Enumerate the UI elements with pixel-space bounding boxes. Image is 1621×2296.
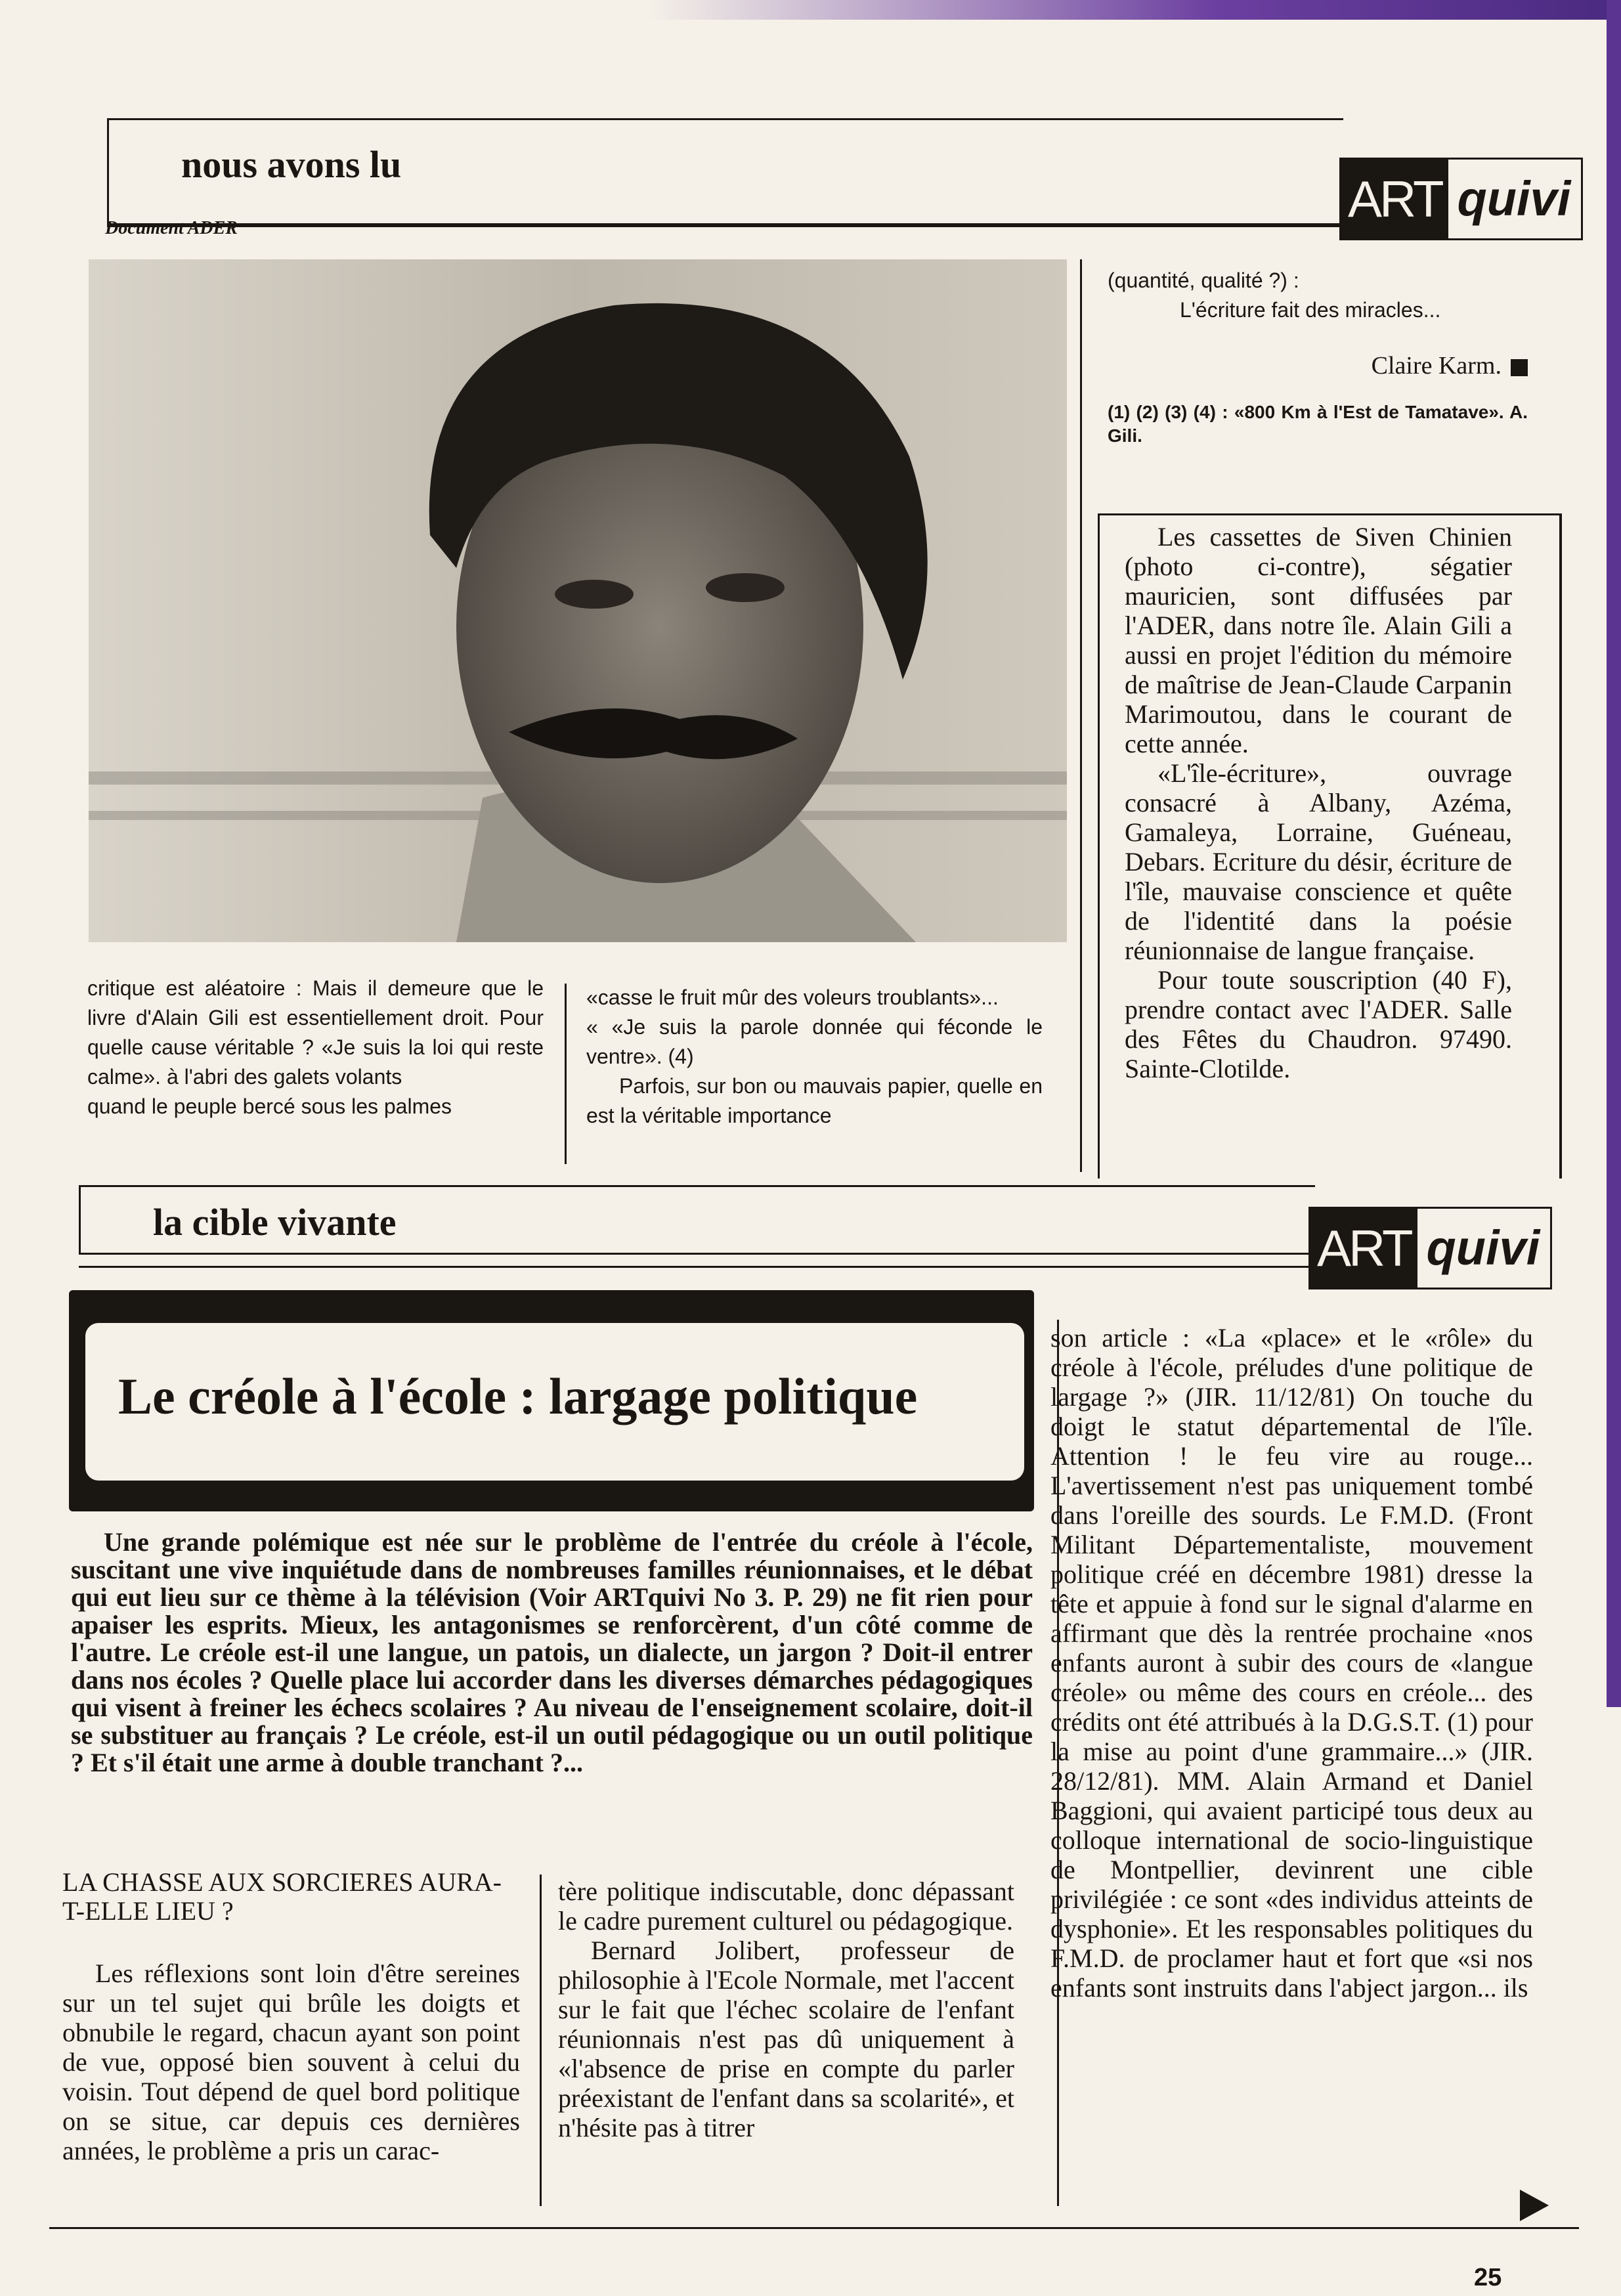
paragraph: quand le peuple bercé sous les palmes <box>87 1094 452 1118</box>
footnote: (1) (2) (3) (4) : «800 Km à l'Est de Tamatave». A. Gili. <box>1108 402 1528 446</box>
section-header-nous-avons-lu <box>107 118 1343 227</box>
section-title: la cible vivante <box>153 1201 397 1244</box>
paragraph: Parfois, sur bon ou mauvais papier, quelle en est la véritable importance <box>586 1074 1043 1127</box>
section-header-underline <box>79 1266 1313 1268</box>
article-column-1 <box>62 1868 520 2165</box>
portrait-photo-icon <box>89 259 1067 942</box>
photo-credit: Document ADER <box>105 218 238 238</box>
paragraph: tère politique indiscutable, donc dépassant le cadre purement culturel ou pédagogique. <box>558 1876 1014 1936</box>
text-line: (quantité, qualité ?) : <box>1108 269 1299 292</box>
section-header-la-cible-vivante <box>79 1185 1315 1255</box>
article-column-2 <box>558 1876 1014 2142</box>
footer-rule <box>49 2227 1579 2229</box>
column-divider <box>565 984 567 1164</box>
paragraph: Pour toute souscription (40 F), prendre contact avec l'ADER. Salle des Fêtes du Chaudron. 97490. Sainte-Clotilde. <box>1125 965 1512 1083</box>
artquivi-logo <box>1308 1207 1552 1289</box>
column-divider <box>540 1874 542 2206</box>
paragraph: Les cassettes de Siven Chinien (photo ci-contre), ségatier mauricien, sont diffusées par l'ADER, dans notre île. Alain Gili a aussi en projet l'édition du mémoire de maîtrise de Jean-Claude Carpanin Marimoutou, dans le courant de cette année. <box>1125 522 1512 758</box>
column-middle <box>586 983 1043 1131</box>
column-divider <box>1080 259 1082 1172</box>
page-number: 25 <box>1474 2264 1502 2291</box>
paragraph: son article : «La «place» et le «rôle» du créole à l'école, préludes d'une politique de largage ?» (JIR. 11/12/81) On touche du doigt le statut départemental de l'île. Attention ! le feu vire au rouge... L'avertissement n'est pas uniquement tombé dans l'oreille des sourds. Le F.M.D. (Front Militant Départementaliste, mouvement politique créé en décembre 1981) dresse la tête et appuie à fond sur le signal d'alarme en affirmant que dès la rentrée prochaine «nos enfants auront à subir des cours de «langue créole» ou même des cours en créole... des crédits ont été attribués à la D.G.S.T. (1) pour la mise au point d'une grammaire...» (JIR. 28/12/81). MM. Alain Armand et Daniel Baggioni, qui avaient participé tous deux au colloque international de socio-linguistique de Montpellier, devinrent une cible privilégiée : ce sont «des individus atteints de dysphonie». Et les responsables politiques du F.M.D. de proclamer haut et fort que «si nos enfants sont instruits dans l'abject jargon... ils <box>1050 1323 1533 2003</box>
article-column-3 <box>1050 1323 1533 2003</box>
paragraph: «L'île-écriture», ouvrage consacré à Albany, Azéma, Gamaleya, Lorraine, Guéneau, Debars. Ecriture du désir, écriture de l'île, mauvaise conscience et quête de l'identité dans la poésie réunionnaise de langue française. <box>1125 758 1512 965</box>
paragraph: critique est aléatoire : Mais il demeure que le livre d'Alain Gili est essentiellement droit. Pour quelle cause véritable ? «Je suis la loi qui reste calme». à l'abri des galets volants <box>87 976 544 1089</box>
logo-art: ART <box>1310 1209 1417 1288</box>
headline: Le créole à l'école : largage politique <box>118 1368 918 1425</box>
text-line: L'écriture fait des miracles... <box>1180 298 1441 322</box>
end-mark-icon <box>1511 359 1528 376</box>
logo-quivi: quivi <box>1448 160 1582 238</box>
signature-text: Claire Karm. <box>1371 352 1502 379</box>
paragraph: «casse le fruit mûr des voleurs troublants»... <box>586 986 999 1009</box>
page-top-edge <box>0 0 1621 20</box>
signature <box>1108 351 1528 381</box>
lead-text: Une grande polémique est née sur le problème de l'entrée du créole à l'école, suscitant une vive inquiétude dans de nombreuses familles réunionnaises, et le débat qui eut lieu sur ce thème à la télévision (Voir ARTquivi No 3. P. 29) ne fit rien pour apaiser les esprits. Mieux, les antagonismes se renforcèrent, d'un côté comme de l'autre. Le créole est-il une langue, un patois, un dialecte, un jargon ? Doit-il entrer dans nos écoles ? Quelle place lui accorder dans les diverses démarches pédagogiques qui visent à freiner les échecs scolaires ? Au niveau de l'enseignement scolaire, doit-il se substituer au français ? Le créole, est-il un outil pédagogique ou un outil politique ? Et s'il était une arme à double tranchant ?... <box>71 1527 1033 1777</box>
logo-art: ART <box>1341 160 1448 238</box>
paragraph: « «Je suis la parole donnée qui féconde le ventre». (4) <box>586 1015 1043 1068</box>
continue-arrow-icon <box>1520 2190 1549 2221</box>
page-side-edge <box>1607 0 1621 1707</box>
portrait-photo <box>89 259 1067 942</box>
column-left <box>87 974 544 1121</box>
section-header-underline <box>107 223 1341 225</box>
info-box-text <box>1125 522 1512 1083</box>
subhead: LA CHASSE AUX SORCIERES AURA-T-ELLE LIEU ? <box>62 1867 502 1926</box>
paragraph: Bernard Jolibert, professeur de philosophie à l'Ecole Normale, met l'accent sur le fait que l'échec scolaire de l'enfant réunionnais n'est pas dû uniquement à «l'absence de prise en compte du parler préexistant de l'enfant dans sa scolarité», et n'hésite pas à titrer <box>558 1936 1014 2142</box>
lead-paragraph <box>71 1528 1033 1777</box>
logo-quivi: quivi <box>1417 1209 1551 1288</box>
artquivi-logo <box>1339 158 1583 240</box>
paragraph: Les réflexions sont loin d'être sereines sur un tel sujet qui brûle les doigts et obnubile le regard, chacun ayant son point de vue, opposé bien souvent à celui du voisin. Tout dépend de quel bord politique on se situe, car depuis ces dernières années, le problème a pris un carac- <box>62 1959 520 2165</box>
section-title: nous avons lu <box>181 143 402 186</box>
column-right-top <box>1108 266 1528 448</box>
